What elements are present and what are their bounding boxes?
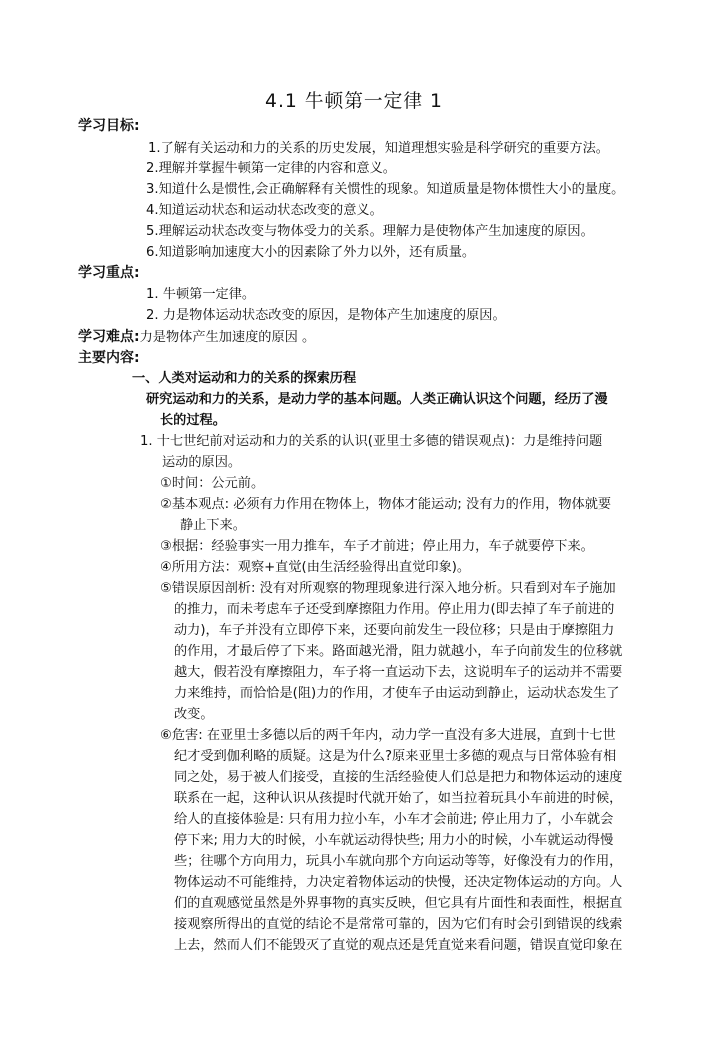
key-points-heading: 学习重点: — [78, 265, 140, 281]
objective-item: 2.理解并掌握牛顿第一定律的内容和意义。 — [146, 161, 396, 176]
difficulty-heading: 学习难点: — [78, 329, 140, 345]
sub-line: 些；往哪个方向用力，玩具小车就向那个方向运动等等，好像没有力的作用， — [174, 854, 623, 869]
sub-line: ④所用方法：观察+直觉(由生活经验得出直觉印象)。 — [160, 560, 471, 575]
sub-line: 们的直观感觉虽然是外界事物的真实反映，但它具有片面性和表面性，根据直 — [174, 896, 623, 911]
sub-line: 动力)，车子并没有立即停下来，还要向前发生一段位移；只是由于摩擦阻力 — [174, 623, 615, 638]
objective-item: 5.理解运动状态改变与物体受力的关系。理解力是使物体产生加速度的原因。 — [146, 224, 594, 239]
page-title: 4.1 牛顿第一定律 1 — [265, 90, 443, 112]
objective-item: 4.知道运动状态和运动状态改变的意义。 — [146, 203, 383, 218]
sub-line: 力来维持，而恰恰是(阻)力的作用，才使车子由运动到静止，运动状态发生了 — [174, 686, 620, 701]
content-heading: 主要内容: — [78, 350, 140, 366]
intro-line: 研究运动和力的关系，是动力学的基本问题。人类正确认识这个问题，经历了漫 — [146, 392, 608, 407]
objective-item: 1.了解有关运动和力的关系的历史发展，知道理想实验是科学研究的重要方法。 — [148, 141, 609, 156]
difficulty-text: 力是物体产生加速度的原因 。 — [139, 330, 316, 345]
objectives-heading: 学习目标: — [78, 118, 140, 134]
objective-item: 3.知道什么是惯性,会正确解释有关惯性的现象。知道质量是物体惯性大小的量度。 — [146, 182, 625, 197]
sub-line: ②基本观点: 必须有力作用在物体上，物体才能运动; 没有力的作用，物体就要 — [160, 497, 612, 512]
sub-line: 的作用，才最后停了下来。路面越光滑，阻力就越小，车子向前发生的位移就 — [174, 644, 623, 659]
sub-line: ⑥危害: 在亚里士多德以后的两千年内，动力学一直没有多大进展，直到十七世 — [160, 728, 616, 743]
sub-line: 静止下来。 — [180, 518, 246, 533]
sub-line: 接观察所得出的直觉的结论不是常常可靠的，因为它们有时会引到错误的线索 — [174, 917, 623, 932]
sub-line: 物体运动不可能维持，力决定着物体运动的快慢，还决定物体运动的方向。人 — [174, 875, 623, 890]
sub-line: 停下来; 用力大的时候，小车就运动得快些; 用力小的时候，小车就运动得慢 — [174, 833, 614, 848]
sub-line: 给人的直接体验是: 只有用力拉小车，小车才会前进; 停止用力了，小车就会 — [174, 812, 614, 827]
sub-line: 改变。 — [174, 707, 214, 722]
objective-item: 6.知道影响加速度大小的因素除了外力以外，还有质量。 — [146, 245, 476, 260]
sub-line: 纪才受到伽利略的质疑。这是为什么?原来亚里士多德的观点与日常体验有相 — [174, 749, 617, 764]
item1-line: 1. 十七世纪前对运动和力的关系的认识(亚里士多德的错误观点)：力是维持问题 — [140, 434, 603, 449]
sub-line: ⑤错误原因剖析: 没有对所观察的物理现象进行深入地分析。只看到对车子施加 — [160, 581, 616, 596]
key-point-item: 1. 牛顿第一定律。 — [146, 287, 256, 302]
item1-line: 运动的原因。 — [162, 455, 242, 470]
difficulty-row — [78, 327, 315, 348]
key-point-item: 2. 力是物体运动状态改变的原因，是物体产生加速度的原因。 — [146, 308, 506, 323]
sub-line: ③根据：经验事实一用力推车，车子才前进；停止用力，车子就要停下来。 — [160, 539, 594, 554]
sub-line: ①时间：公元前。 — [160, 476, 265, 491]
sub-line: 同之处，易于被人们接受，直接的生活经验使人们总是把力和物体运动的速度 — [174, 770, 623, 785]
sub-line: 越大，假若没有摩擦阻力，车子将一直运动下去，这说明车子的运动并不需要 — [174, 665, 623, 680]
section-title: 一、人类对运动和力的关系的探索历程 — [132, 371, 357, 386]
sub-line: 上去，然而人们不能毁灭了直觉的观点还是凭直觉来看问题，错误直觉印象在 — [174, 938, 623, 953]
intro-line: 长的过程。 — [160, 413, 226, 428]
sub-line: 联系在一起，这种认识从孩提时代就开始了，如当拉着玩具小车前进的时候， — [174, 791, 623, 806]
sub-line: 的推力，而未考虑车子还受到摩擦阻力作用。停止用力(即去掉了车子前进的 — [174, 602, 615, 617]
